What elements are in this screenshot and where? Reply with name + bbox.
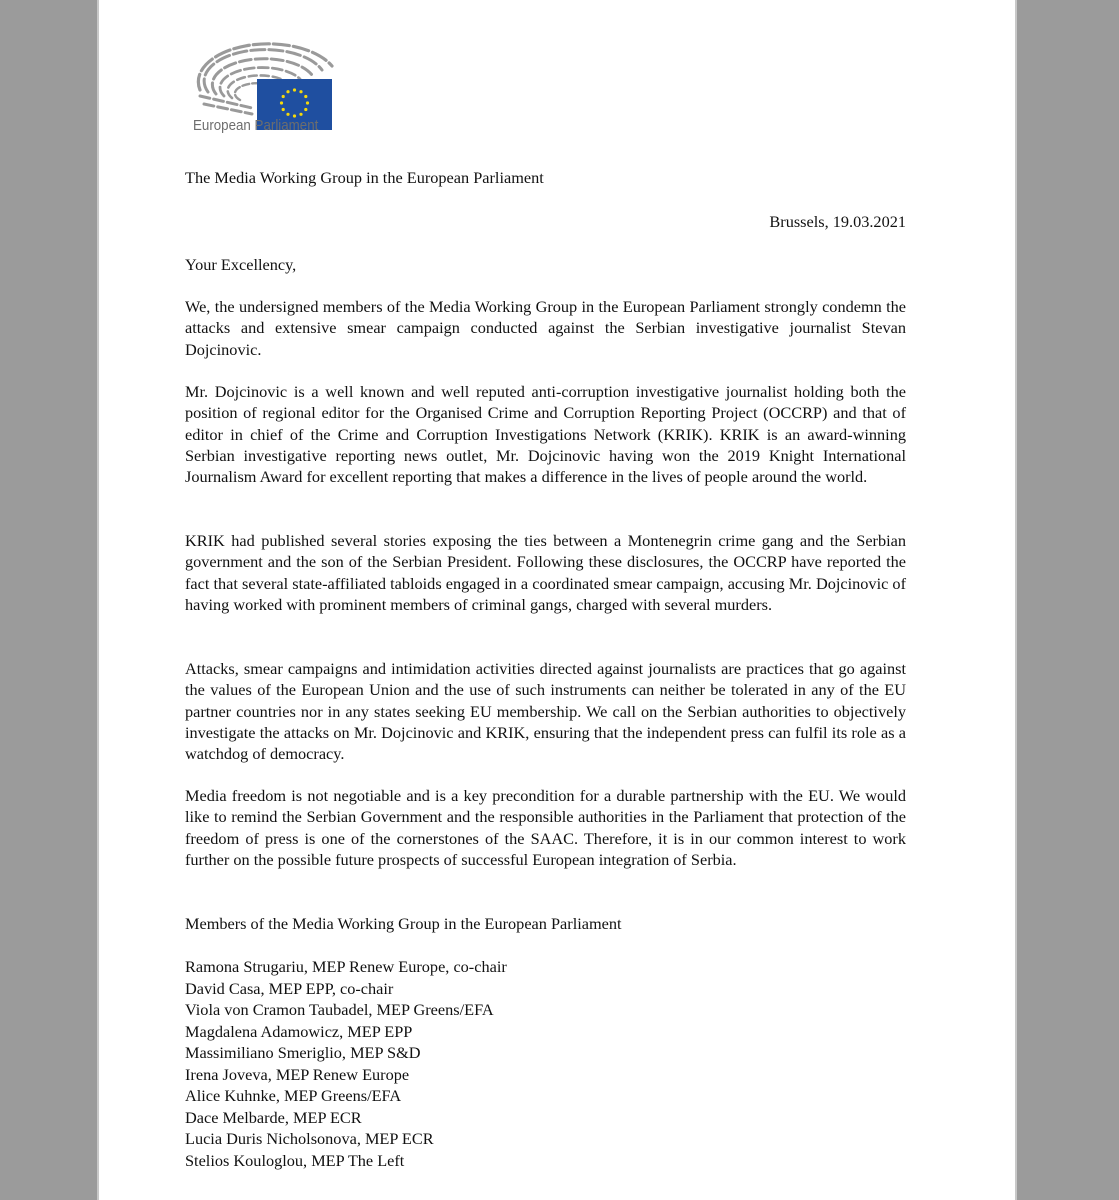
signatory: Alice Kuhnke, MEP Greens/EFA bbox=[185, 1086, 402, 1105]
salutation: Your Excellency, bbox=[185, 255, 297, 274]
signatory: Viola von Cramon Taubadel, MEP Greens/EFA bbox=[185, 1000, 494, 1019]
signatory: Ramona Strugariu, MEP Renew Europe, co-chair bbox=[185, 957, 507, 976]
paragraph-3: KRIK had published several stories exposing the ties between a Montenegrin crime gang and the Serbian government and the son of the Serbian President. Following these disclosures, the OCCRP have reported the fact that several state-affiliated tabloids engaged in a coordinated smear campaign, accusing Mr. Dojcinovic of having worked with prominent members of criminal gangs, charged with several murders. bbox=[185, 531, 906, 614]
signatory: Lucia Duris Nicholsonova, MEP ECR bbox=[185, 1129, 434, 1148]
signatory: Dace Melbarde, MEP ECR bbox=[185, 1107, 362, 1127]
signatory: Stelios Kouloglou, MEP The Left bbox=[185, 1150, 405, 1170]
paragraph-2: Mr. Dojcinovic is a well known and well reputed anti-corruption investigative journalist holding both the position of regional editor for the Organised Crime and Corruption Reporting Project (OCCRP) and that of editor in chief of the Crime and Corruption Investigations Network (KRIK). KRIK is an award-winning Serbian investigative reporting news outlet, Mr. Dojcinovic having won the 2019 Knight International Journalism Award for excellent reporting that makes a difference in the lives of people around the world. bbox=[185, 382, 906, 487]
paragraph-4: Attacks, smear campaigns and intimidation activities directed against journalists are practices that go against the values of the European Union and the use of such instruments can neither be tolerated in any of the EU partner countries nor in any states seeking EU membership. We call on the Serbian authorities to objectively investigate the attacks on Mr. Dojcinovic and KRIK, ensuring that the independent press can fulfil its role as a watchdog of democracy. bbox=[185, 659, 906, 764]
place-date: Brussels, 19.03.2021 bbox=[769, 212, 906, 231]
signatories-heading: Members of the Media Working Group in the European Parliament bbox=[185, 914, 622, 933]
logo-label: European Parliament bbox=[193, 118, 319, 134]
signatories-list bbox=[185, 956, 906, 1171]
paragraph-5: Media freedom is not negotiable and is a key precondition for a durable partnership with the EU. We would like to remind the Serbian Government and the responsible authorities in the Parliament that protection of the freedom of press is one of the cornerstones of the SAAC. Therefore, it is in our common interest to work further on the possible future prospects of successful European integration of Serbia. bbox=[185, 786, 906, 869]
sender-line: The Media Working Group in the European Parliament bbox=[185, 168, 544, 187]
signatory: Irena Joveva, MEP Renew Europe bbox=[185, 1064, 410, 1084]
signatory: Massimiliano Smeriglio, MEP S&D bbox=[185, 1043, 421, 1062]
signatory: David Casa, MEP EPP, co-chair bbox=[185, 978, 394, 998]
signatory: Magdalena Adamowicz, MEP EPP bbox=[185, 1021, 413, 1041]
paragraph-1: We, the undersigned members of the Media Working Group in the European Parliament strongly condemn the attacks and extensive smear campaign conducted against the Serbian investigative journalist Stevan Dojcinovic. bbox=[185, 297, 906, 359]
